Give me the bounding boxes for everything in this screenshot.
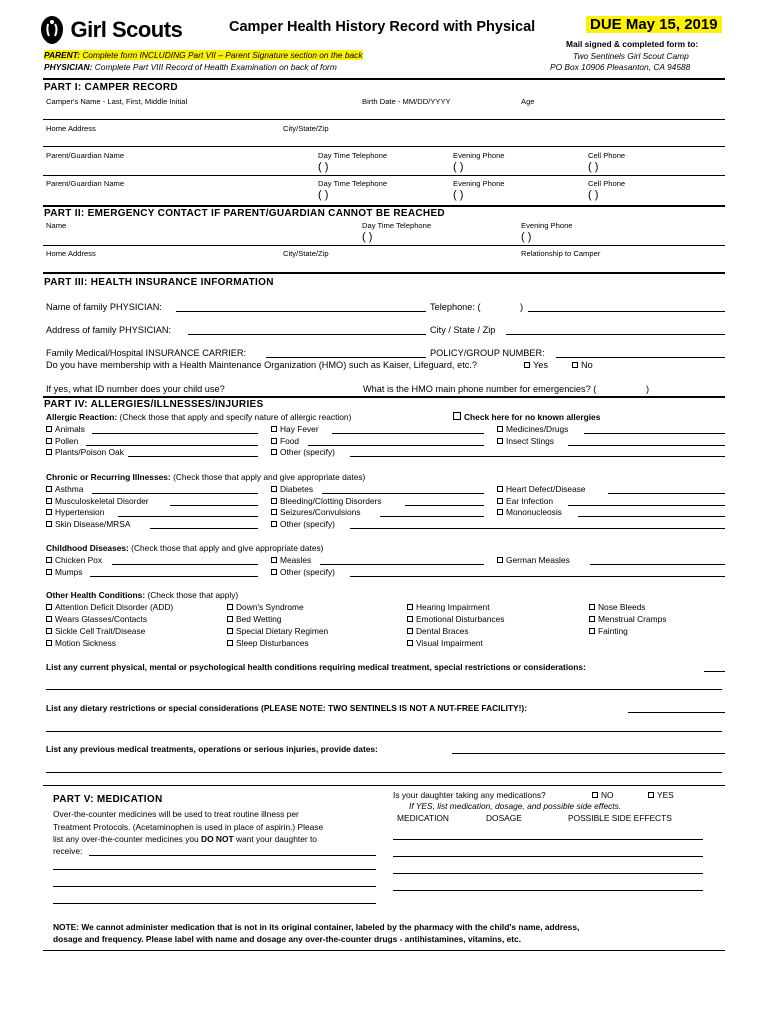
note-line-1: NOTE: We cannot administer medication that is not in its original container, labeled by the pharmacy with the child's name, address, bbox=[53, 922, 580, 932]
allergy-pollen-label: Pollen bbox=[55, 436, 79, 446]
condition-emotional-checkbox[interactable] bbox=[407, 616, 413, 622]
medication-row-2[interactable] bbox=[393, 856, 703, 857]
physician-name-label: Name of family PHYSICIAN: bbox=[46, 302, 162, 312]
chronic-other-checkbox[interactable] bbox=[271, 521, 277, 527]
otc-text-3a: list any over-the-counter medicines you bbox=[53, 834, 199, 844]
parent-instructions bbox=[44, 50, 363, 60]
allergy-pollen[interactable] bbox=[46, 436, 78, 446]
otc-text-2: Treatment Protocols. (Acetaminophen is used in place of aspirin.) Please bbox=[53, 822, 324, 832]
condition-sleep-checkbox[interactable] bbox=[227, 640, 233, 646]
emergency-row-line bbox=[43, 245, 725, 246]
medication-row-4[interactable] bbox=[393, 890, 703, 891]
allergy-plants-checkbox[interactable] bbox=[46, 449, 52, 455]
allergy-animals-field[interactable] bbox=[92, 424, 258, 434]
part1-title: PART I: CAMPER RECORD bbox=[44, 82, 178, 93]
daughter-meds-yes-option[interactable] bbox=[648, 790, 674, 800]
condition-sickle-cell[interactable] bbox=[46, 626, 145, 636]
physician-telephone-label: Telephone: ( bbox=[430, 302, 481, 312]
guardian2-cell-phone-field[interactable]: ( ) bbox=[588, 189, 599, 201]
allergy-other-label: Other (specify) bbox=[280, 447, 335, 457]
guardian2-evening-phone-label: Evening Phone bbox=[453, 179, 505, 188]
chronic-heart-checkbox[interactable] bbox=[497, 486, 503, 492]
list-conditions-prompt: List any current physical, mental or psychological health conditions requiring medical treatment, special restrictions or considerations: bbox=[46, 662, 586, 672]
medication-row-1[interactable] bbox=[393, 839, 703, 840]
camp-address: PO Box 10906 Pleasanton, CA 94588 bbox=[550, 62, 691, 72]
chronic-asthma-label: Asthma bbox=[55, 484, 84, 494]
chronic-bleeding-field[interactable] bbox=[405, 496, 484, 506]
medication-row-3[interactable] bbox=[393, 873, 703, 874]
allergy-medicines-field[interactable] bbox=[584, 424, 725, 434]
part2-title: PART II: EMERGENCY CONTACT IF PARENT/GUARDIAN CANNOT BE REACHED bbox=[44, 208, 445, 219]
chronic-hypertension-field[interactable] bbox=[118, 507, 258, 517]
chronic-skin-field[interactable] bbox=[150, 519, 258, 529]
allergy-plants[interactable] bbox=[46, 447, 124, 457]
physician-name-field[interactable] bbox=[176, 302, 426, 312]
chronic-musculoskeletal-label: Musculoskeletal Disorder bbox=[55, 496, 149, 506]
otc-field-3[interactable] bbox=[53, 886, 376, 887]
condition-bed-wetting-label: Bed Wetting bbox=[236, 614, 282, 624]
condition-nose-bleeds[interactable] bbox=[589, 602, 646, 612]
allergic-reaction-label: Allergic Reaction: bbox=[46, 412, 118, 422]
otc-field-1[interactable] bbox=[89, 846, 376, 856]
allergic-reaction-hint: (Check those that apply and specify nature of allergic reaction) bbox=[119, 412, 352, 422]
chronic-mono[interactable] bbox=[497, 507, 562, 517]
condition-fainting-checkbox[interactable] bbox=[589, 628, 595, 634]
physician-label: PHYSICIAN: bbox=[44, 62, 93, 72]
allergy-animals-label: Animals bbox=[55, 424, 85, 434]
no-known-allergies-checkbox[interactable] bbox=[453, 412, 461, 420]
home-address-label: Home Address bbox=[46, 124, 96, 133]
chronic-mono-label: Mononucleosis bbox=[506, 507, 562, 517]
condition-motion-sickness-label: Motion Sickness bbox=[55, 638, 116, 648]
hmo-yes-option[interactable] bbox=[524, 360, 548, 370]
list-previous-field-1[interactable] bbox=[452, 744, 725, 754]
list-conditions-field-1[interactable] bbox=[704, 662, 725, 672]
daughter-meds-yes-checkbox[interactable] bbox=[648, 792, 654, 798]
chronic-hint: (Check those that apply and give appropriate dates) bbox=[173, 472, 366, 482]
condition-motion-sickness-checkbox[interactable] bbox=[46, 640, 52, 646]
otc-text-1: Over-the-counter medicines will be used to treat routine illness per bbox=[53, 809, 299, 819]
side-effects-column-header: POSSIBLE SIDE EFFECTS bbox=[568, 813, 672, 823]
daughter-medication-question: Is your daughter taking any medications? bbox=[393, 790, 546, 800]
condition-visual[interactable] bbox=[407, 638, 483, 648]
girl-scouts-logo bbox=[38, 14, 182, 46]
physician-telephone-close: ) bbox=[520, 302, 524, 312]
dosage-column-header: DOSAGE bbox=[486, 813, 522, 823]
chronic-bleeding-checkbox[interactable] bbox=[271, 498, 277, 504]
guardian2-label: Parent/Guardian Name bbox=[46, 179, 125, 188]
list-dietary-prompt: List any dietary restrictions or special considerations (PLEASE NOTE: TWO SENTINELS IS NOT A NUT-FREE FACILITY!): bbox=[46, 703, 528, 713]
daughter-meds-no-checkbox[interactable] bbox=[592, 792, 598, 798]
childhood-chicken-pox-label: Chicken Pox bbox=[55, 555, 103, 565]
emergency-city-label: City/State/Zip bbox=[283, 249, 329, 258]
trefoil-logo-icon bbox=[38, 14, 66, 46]
allergy-animals-checkbox[interactable] bbox=[46, 426, 52, 432]
condition-hearing[interactable] bbox=[407, 602, 490, 612]
part2-bottom-line bbox=[43, 272, 725, 274]
condition-add-label: Attention Deficit Disorder (ADD) bbox=[55, 602, 174, 612]
chronic-bleeding-label: Bleeding/Clotting Disorders bbox=[280, 496, 382, 506]
childhood-measles-checkbox[interactable] bbox=[271, 557, 277, 563]
chronic-seizures[interactable] bbox=[271, 507, 361, 517]
camper-name-label: Camper's Name - Last, First, Middle Initial bbox=[46, 97, 188, 106]
hmo-id-question: If yes, what ID number does your child use? bbox=[46, 384, 225, 394]
chronic-other[interactable] bbox=[271, 519, 335, 529]
guardian1-day-phone-field[interactable]: ( ) bbox=[318, 161, 329, 173]
chronic-heart[interactable] bbox=[497, 484, 586, 494]
part4-title: PART IV: ALLERGIES/ILLNESSES/INJURIES bbox=[44, 399, 264, 410]
hmo-no-checkbox[interactable] bbox=[572, 362, 578, 368]
condition-downs[interactable] bbox=[227, 602, 304, 612]
allergy-hay-fever-field[interactable] bbox=[332, 424, 484, 434]
chronic-label: Chronic or Recurring Illnesses: bbox=[46, 472, 171, 482]
guardian1-evening-phone-label: Evening Phone bbox=[453, 151, 505, 160]
childhood-mumps[interactable] bbox=[46, 567, 82, 577]
chronic-heart-field[interactable] bbox=[608, 484, 725, 494]
childhood-mumps-checkbox[interactable] bbox=[46, 569, 52, 575]
guardian1-row-line bbox=[43, 175, 725, 176]
chronic-seizures-field[interactable] bbox=[380, 507, 484, 517]
chronic-other-label: Other (specify) bbox=[280, 519, 335, 529]
daughter-meds-no-option[interactable] bbox=[592, 790, 614, 800]
hmo-yes-label: Yes bbox=[533, 360, 548, 370]
emergency-evening-phone-label: Evening Phone bbox=[521, 221, 573, 230]
condition-sickle-cell-checkbox[interactable] bbox=[46, 628, 52, 634]
condition-bed-wetting-checkbox[interactable] bbox=[227, 616, 233, 622]
physician-address-field[interactable] bbox=[188, 325, 426, 335]
city-state-zip-label: City/State/Zip bbox=[283, 124, 329, 133]
condition-glasses-label: Wears Glasses/Contacts bbox=[55, 614, 148, 624]
condition-braces-checkbox[interactable] bbox=[407, 628, 413, 634]
emergency-day-phone-field[interactable]: ( ) bbox=[362, 231, 373, 243]
hmo-phone-close: ) bbox=[646, 384, 650, 394]
childhood-mumps-field[interactable] bbox=[90, 567, 258, 577]
condition-add[interactable] bbox=[46, 602, 173, 612]
chronic-bleeding[interactable] bbox=[271, 496, 381, 506]
allergic-reaction-heading bbox=[46, 412, 351, 422]
condition-dietary-checkbox[interactable] bbox=[227, 628, 233, 634]
chronic-seizures-checkbox[interactable] bbox=[271, 509, 277, 515]
age-label: Age bbox=[521, 97, 535, 106]
condition-hearing-checkbox[interactable] bbox=[407, 604, 413, 610]
part3-title: PART III: HEALTH INSURANCE INFORMATION bbox=[44, 277, 274, 288]
condition-hearing-label: Hearing Impairment bbox=[416, 602, 490, 612]
camp-name: Two Sentinels Girl Scout Camp bbox=[573, 51, 689, 61]
guardian1-evening-phone-field[interactable]: ( ) bbox=[453, 161, 464, 173]
part1-bottom-line bbox=[43, 205, 725, 207]
hmo-phone-question: What is the HMO main phone number for emergencies? ( bbox=[363, 384, 597, 394]
list-previous-field-2[interactable] bbox=[46, 772, 722, 773]
chronic-musculoskeletal-field[interactable] bbox=[170, 496, 258, 506]
camper-row-line bbox=[43, 119, 725, 120]
hmo-no-option[interactable] bbox=[572, 360, 593, 370]
allergy-insect-field[interactable] bbox=[568, 436, 725, 446]
allergy-insect-checkbox[interactable] bbox=[497, 438, 503, 444]
allergy-other-checkbox[interactable] bbox=[271, 449, 277, 455]
otc-text-4: receive: bbox=[53, 846, 83, 856]
condition-dietary[interactable] bbox=[227, 626, 328, 636]
policy-number-field[interactable] bbox=[556, 348, 725, 358]
guardian1-label: Parent/Guardian Name bbox=[46, 151, 125, 160]
daughter-meds-no-label: NO bbox=[601, 790, 614, 800]
condition-glasses[interactable] bbox=[46, 614, 147, 624]
chronic-ear-field[interactable] bbox=[568, 496, 725, 506]
logo-text: Girl Scouts bbox=[70, 17, 183, 42]
part5-box-top bbox=[43, 785, 725, 786]
allergy-pollen-checkbox[interactable] bbox=[46, 438, 52, 444]
other-conditions-heading bbox=[46, 590, 238, 600]
chronic-hypertension[interactable] bbox=[46, 507, 104, 517]
list-previous-prompt: List any previous medical treatments, operations or serious injuries, provide dates: bbox=[46, 744, 378, 754]
childhood-measles[interactable] bbox=[271, 555, 311, 565]
condition-fainting[interactable] bbox=[589, 626, 628, 636]
condition-cramps-checkbox[interactable] bbox=[589, 616, 595, 622]
childhood-other-field[interactable] bbox=[350, 567, 725, 577]
condition-visual-label: Visual Impairment bbox=[416, 638, 483, 648]
chronic-asthma-checkbox[interactable] bbox=[46, 486, 52, 492]
allergy-food-checkbox[interactable] bbox=[271, 438, 277, 444]
parent-label: PARENT: bbox=[44, 50, 80, 60]
childhood-mumps-label: Mumps bbox=[55, 567, 83, 577]
childhood-other[interactable] bbox=[271, 567, 335, 577]
allergy-pollen-field[interactable] bbox=[86, 436, 258, 446]
allergy-other[interactable] bbox=[271, 447, 335, 457]
childhood-german-measles-label: German Measles bbox=[506, 555, 570, 565]
part5-box-bottom bbox=[43, 950, 725, 951]
chronic-asthma-field[interactable] bbox=[92, 484, 258, 494]
emergency-address-label: Home Address bbox=[46, 249, 96, 258]
childhood-heading bbox=[46, 543, 323, 553]
childhood-german-measles-field[interactable] bbox=[590, 555, 725, 565]
condition-visual-checkbox[interactable] bbox=[407, 640, 413, 646]
policy-number-label: POLICY/GROUP NUMBER: bbox=[430, 348, 545, 358]
no-known-allergies-label: Check here for no known allergies bbox=[464, 412, 601, 422]
chronic-diabetes-field[interactable] bbox=[322, 484, 484, 494]
condition-cramps-label: Menstrual Cramps bbox=[598, 614, 667, 624]
childhood-other-label: Other (specify) bbox=[280, 567, 335, 577]
condition-emotional-label: Emotional Disturbances bbox=[416, 614, 505, 624]
allergy-insect[interactable] bbox=[497, 436, 554, 446]
hmo-yes-checkbox[interactable] bbox=[524, 362, 530, 368]
condition-sleep-label: Sleep Disturbances bbox=[236, 638, 309, 648]
condition-dietary-label: Special Dietary Regimen bbox=[236, 626, 329, 636]
chronic-heading bbox=[46, 472, 365, 482]
allergy-food-field[interactable] bbox=[308, 436, 484, 446]
chronic-seizures-label: Seizures/Convulsions bbox=[280, 507, 361, 517]
otc-text-3c: want your daughter to bbox=[235, 834, 317, 844]
condition-cramps[interactable] bbox=[589, 614, 666, 624]
physician-telephone-field[interactable] bbox=[528, 302, 725, 312]
chronic-ear-label: Ear Infection bbox=[506, 496, 554, 506]
physician-text: Complete Part VIII Record of Health Examination on back of form bbox=[94, 62, 337, 72]
chronic-hypertension-label: Hypertension bbox=[55, 507, 105, 517]
physician-address-label: Address of family PHYSICIAN: bbox=[46, 325, 172, 335]
relationship-label: Relationship to Camper bbox=[521, 249, 601, 258]
physician-instructions bbox=[44, 62, 337, 72]
allergy-hay-fever-checkbox[interactable] bbox=[271, 426, 277, 432]
condition-nose-bleeds-label: Nose Bleeds bbox=[598, 602, 646, 612]
chronic-skin-checkbox[interactable] bbox=[46, 521, 52, 527]
childhood-chicken-pox[interactable] bbox=[46, 555, 102, 565]
part3-bottom-line bbox=[43, 396, 725, 398]
insurance-carrier-field[interactable] bbox=[266, 348, 426, 358]
hmo-question: Do you have membership with a Health Maintenance Organization (HMO) such as Kaiser, Lifeguard, etc.? bbox=[46, 360, 478, 370]
guardian2-day-phone-field[interactable]: ( ) bbox=[318, 189, 329, 201]
allergy-other-field[interactable] bbox=[350, 447, 725, 457]
condition-bed-wetting[interactable] bbox=[227, 614, 281, 624]
note-line-2: dosage and frequency. Please label with name and dosage any over-the-counter drugs - antihistamines, vitamins, etc. bbox=[53, 934, 522, 944]
address-row-line bbox=[43, 146, 725, 147]
part5-title: PART V: MEDICATION bbox=[53, 794, 163, 805]
chronic-other-field[interactable] bbox=[350, 519, 725, 529]
childhood-german-measles[interactable] bbox=[497, 555, 570, 565]
mail-instructions: Mail signed & completed form to: bbox=[566, 39, 699, 49]
otc-do-not: DO NOT bbox=[201, 834, 234, 844]
condition-braces-label: Dental Braces bbox=[416, 626, 469, 636]
due-date: DUE May 15, 2019 bbox=[586, 16, 722, 33]
chronic-musculoskeletal[interactable] bbox=[46, 496, 149, 506]
allergy-medicines[interactable] bbox=[497, 424, 568, 434]
condition-add-checkbox[interactable] bbox=[46, 604, 52, 610]
chronic-musculoskeletal-checkbox[interactable] bbox=[46, 498, 52, 504]
condition-motion-sickness[interactable] bbox=[46, 638, 116, 648]
childhood-other-checkbox[interactable] bbox=[271, 569, 277, 575]
chronic-heart-label: Heart Defect/Disease bbox=[506, 484, 586, 494]
no-known-allergies-option[interactable] bbox=[453, 412, 600, 422]
guardian2-evening-phone-field[interactable]: ( ) bbox=[453, 189, 464, 201]
birth-date-label: Birth Date - MM/DD/YYYY bbox=[362, 97, 451, 106]
chronic-hypertension-checkbox[interactable] bbox=[46, 509, 52, 515]
other-conditions-label: Other Health Conditions: bbox=[46, 590, 146, 600]
condition-sleep[interactable] bbox=[227, 638, 309, 648]
allergy-hay-fever-label: Hay Fever bbox=[280, 424, 319, 434]
chronic-mono-field[interactable] bbox=[578, 507, 725, 517]
allergy-plants-label: Plants/Poison Oak bbox=[55, 447, 124, 457]
condition-downs-label: Down's Syndrome bbox=[236, 602, 304, 612]
allergy-hay-fever[interactable] bbox=[271, 424, 319, 434]
guardian2-cell-phone-label: Cell Phone bbox=[588, 179, 626, 188]
otc-text-3 bbox=[53, 834, 317, 844]
condition-emotional[interactable] bbox=[407, 614, 504, 624]
guardian2-day-phone-label: Day Time Telephone bbox=[318, 179, 388, 188]
condition-braces[interactable] bbox=[407, 626, 469, 636]
childhood-hint: (Check those that apply and give appropriate dates) bbox=[131, 543, 324, 553]
emergency-evening-phone-field[interactable]: ( ) bbox=[521, 231, 532, 243]
otc-field-2[interactable] bbox=[53, 869, 376, 870]
allergy-food-label: Food bbox=[280, 436, 300, 446]
allergy-insect-label: Insect Stings bbox=[506, 436, 554, 446]
chronic-diabetes-label: Diabetes bbox=[280, 484, 314, 494]
condition-fainting-label: Fainting bbox=[598, 626, 628, 636]
medication-column-header: MEDICATION bbox=[397, 813, 449, 823]
parent-text: Complete form INCLUDING Part VII – Parent Signature section on the back bbox=[82, 50, 363, 60]
chronic-asthma[interactable] bbox=[46, 484, 83, 494]
list-conditions-field-2[interactable] bbox=[46, 689, 722, 690]
childhood-measles-field[interactable] bbox=[320, 555, 484, 565]
chronic-skin-label: Skin Disease/MRSA bbox=[55, 519, 131, 529]
hmo-no-label: No bbox=[581, 360, 593, 370]
emergency-day-phone-label: Day Time Telephone bbox=[362, 221, 432, 230]
allergy-medicines-checkbox[interactable] bbox=[497, 426, 503, 432]
condition-sickle-cell-label: Sickle Cell Trait/Disease bbox=[55, 626, 146, 636]
chronic-ear-checkbox[interactable] bbox=[497, 498, 503, 504]
chronic-diabetes-checkbox[interactable] bbox=[271, 486, 277, 492]
allergy-animals[interactable] bbox=[46, 424, 85, 434]
chronic-mono-checkbox[interactable] bbox=[497, 509, 503, 515]
guardian1-day-phone-label: Day Time Telephone bbox=[318, 151, 388, 160]
condition-nose-bleeds-checkbox[interactable] bbox=[589, 604, 595, 610]
other-conditions-hint: (Check those that apply) bbox=[147, 590, 239, 600]
daughter-meds-yes-label: YES bbox=[657, 790, 674, 800]
condition-glasses-checkbox[interactable] bbox=[46, 616, 52, 622]
physician-city-label: City / State / Zip bbox=[430, 325, 496, 335]
chronic-diabetes[interactable] bbox=[271, 484, 313, 494]
otc-field-4[interactable] bbox=[53, 903, 376, 904]
guardian1-cell-phone-label: Cell Phone bbox=[588, 151, 626, 160]
childhood-label: Childhood Diseases: bbox=[46, 543, 129, 553]
allergy-food[interactable] bbox=[271, 436, 299, 446]
childhood-chicken-pox-field[interactable] bbox=[112, 555, 258, 565]
allergy-medicines-label: Medicines/Drugs bbox=[506, 424, 569, 434]
insurance-carrier-label: Family Medical/Hospital INSURANCE CARRIER: bbox=[46, 348, 247, 358]
form-title: Camper Health History Record with Physical bbox=[229, 19, 536, 35]
childhood-german-measles-checkbox[interactable] bbox=[497, 557, 503, 563]
header-divider bbox=[43, 78, 725, 80]
if-yes-instructions: If YES, list medication, dosage, and possible side effects. bbox=[409, 801, 622, 811]
emergency-name-label: Name bbox=[46, 221, 67, 230]
list-dietary-field-2[interactable] bbox=[46, 731, 722, 732]
chronic-skin[interactable] bbox=[46, 519, 130, 529]
guardian1-cell-phone-field[interactable]: ( ) bbox=[588, 161, 599, 173]
chronic-ear[interactable] bbox=[497, 496, 553, 506]
physician-city-field[interactable] bbox=[506, 325, 725, 335]
childhood-chicken-pox-checkbox[interactable] bbox=[46, 557, 52, 563]
childhood-measles-label: Measles bbox=[280, 555, 312, 565]
allergy-plants-field[interactable] bbox=[128, 447, 258, 457]
list-dietary-field-1[interactable] bbox=[628, 703, 725, 713]
condition-downs-checkbox[interactable] bbox=[227, 604, 233, 610]
